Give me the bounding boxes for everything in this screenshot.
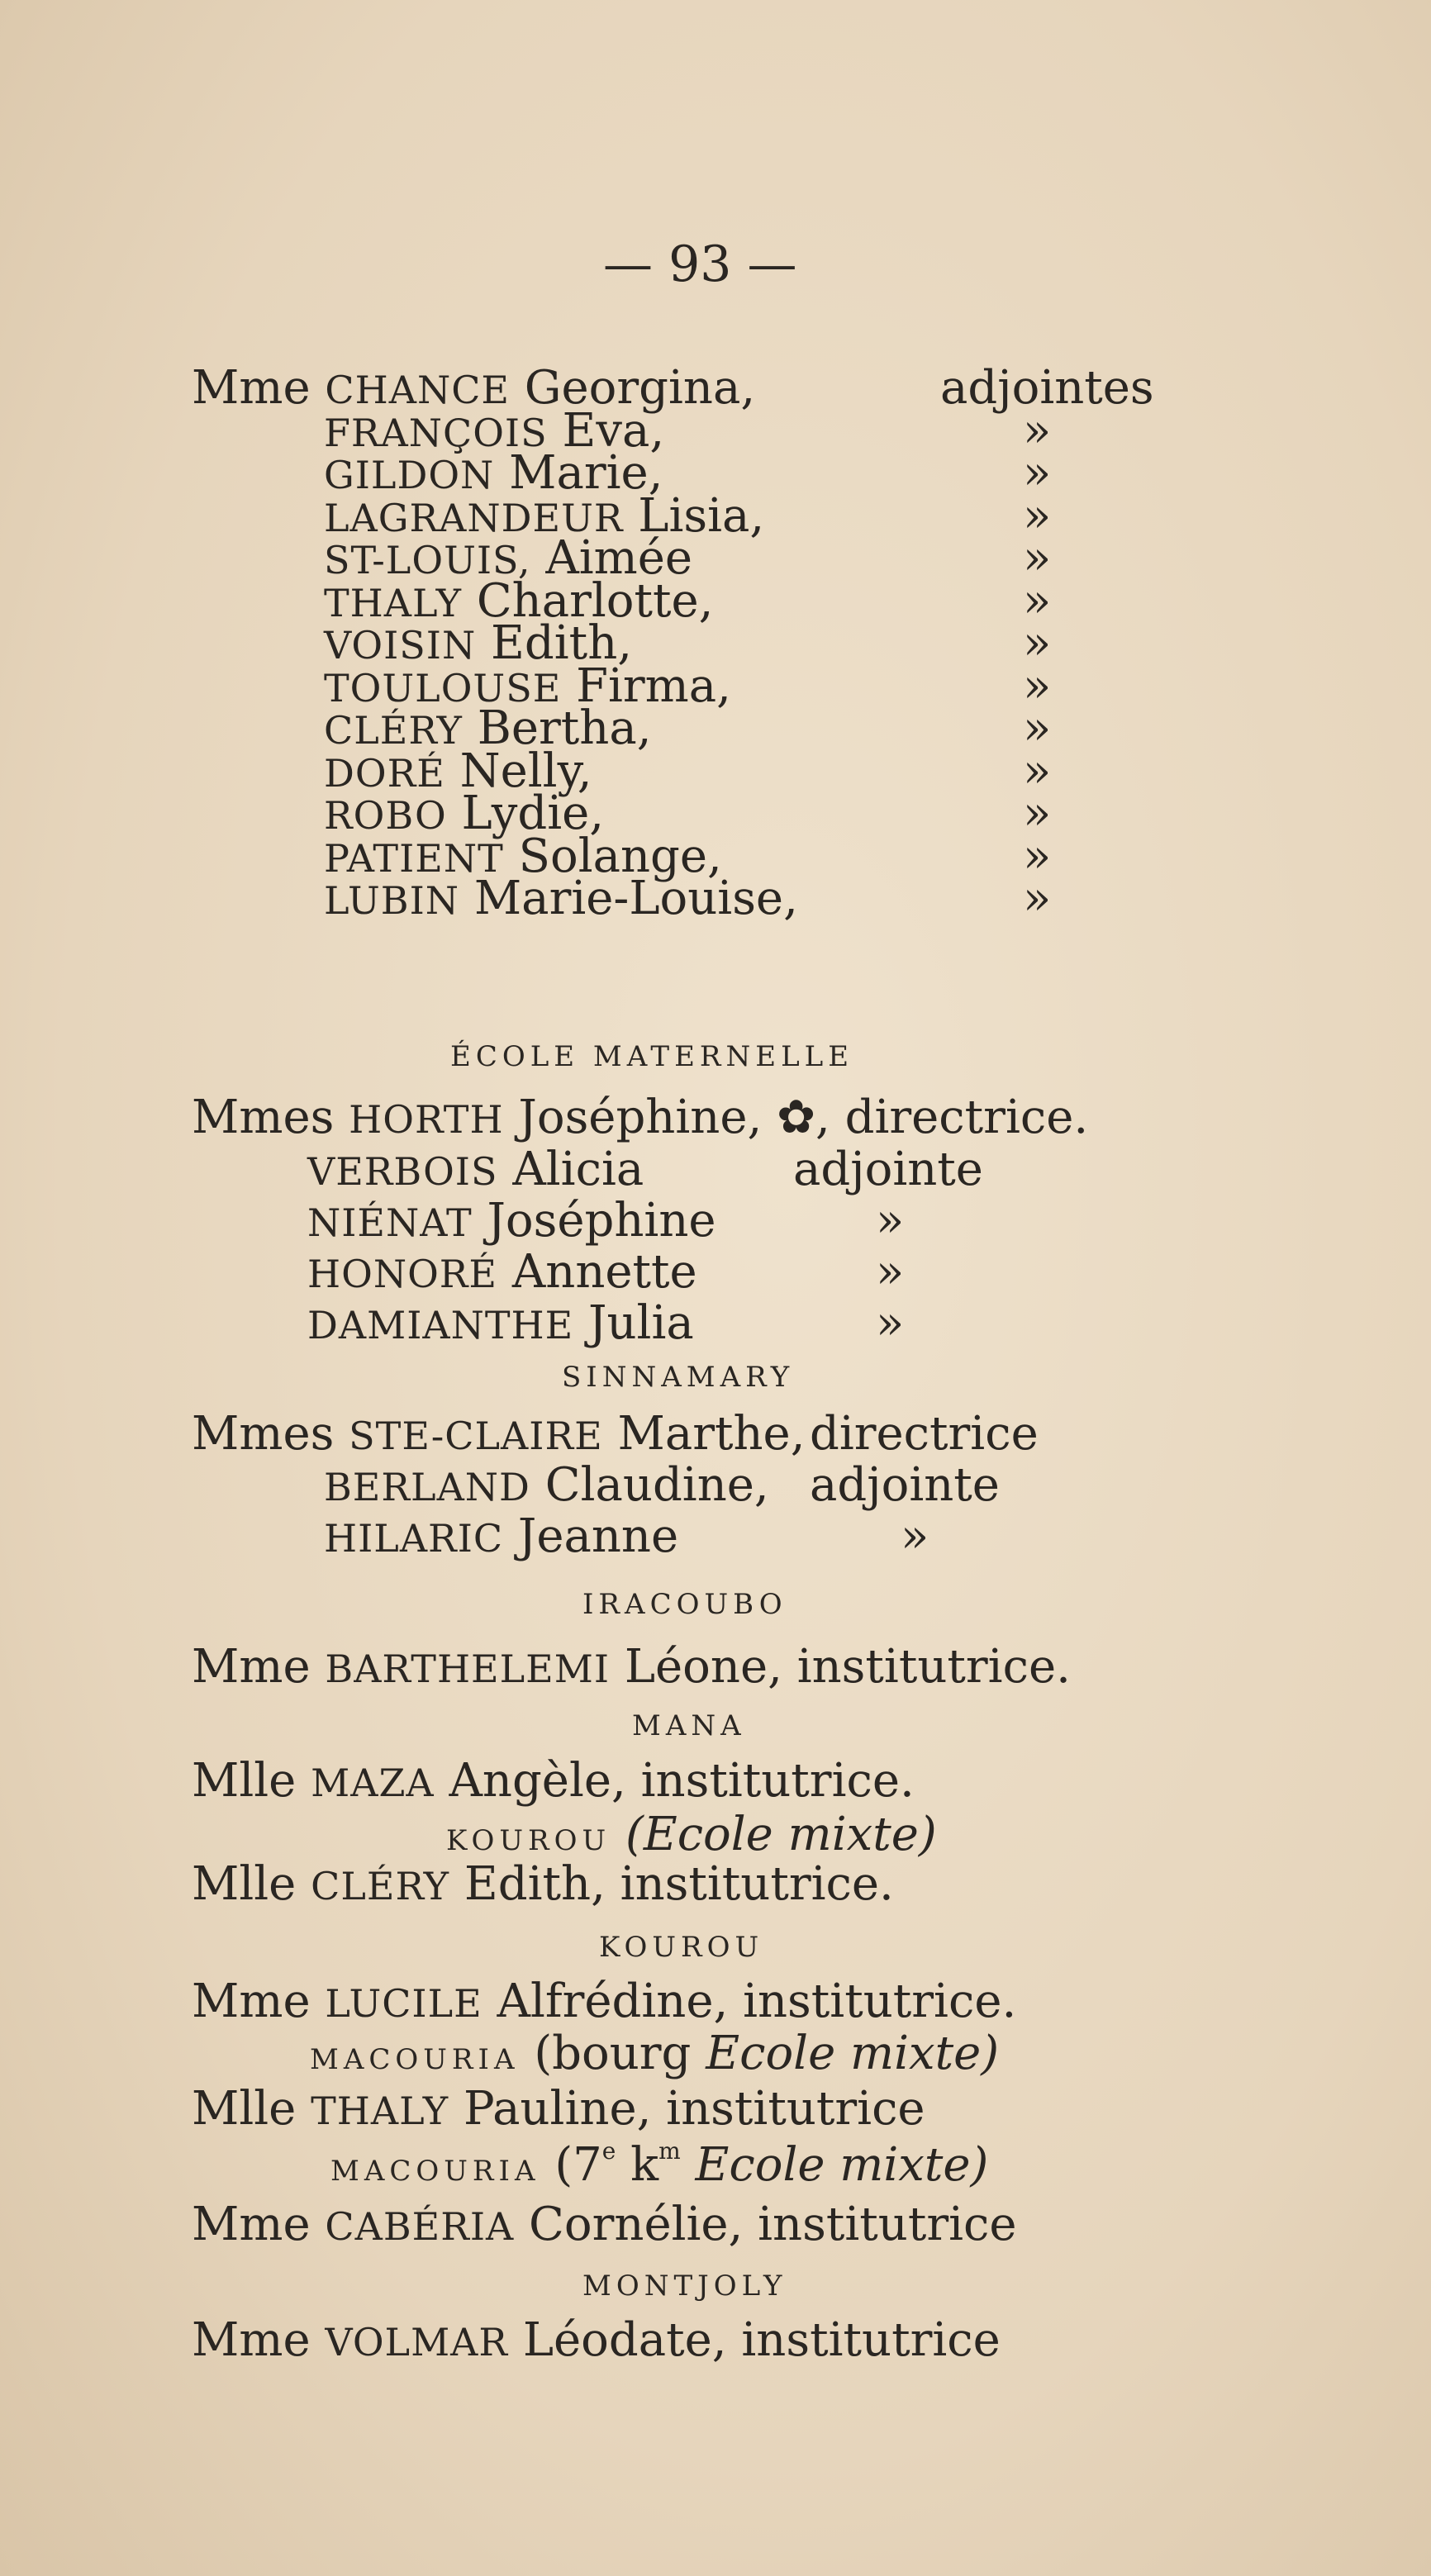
title-prefix: Mmes [192, 1091, 335, 1144]
surname: BERLAND [324, 1465, 530, 1509]
surname: LUCILE [325, 1981, 483, 2026]
role: » [876, 1296, 905, 1350]
given-name: Aimée [545, 531, 693, 585]
role: » [1023, 658, 1052, 713]
title-prefix: Mmes [192, 1407, 335, 1461]
teacher-row [307, 1245, 697, 1299]
section-heading-montjoly: MONTJOLY [582, 2269, 787, 2303]
place-name: MACOURIA [310, 2043, 520, 2076]
surname: ROBO [324, 793, 447, 838]
name-and-role: Edith, institutrice. [464, 1857, 894, 1911]
surname: VERBOIS [307, 1149, 498, 1194]
name-and-role: Angèle, institutrice. [449, 1754, 915, 1808]
place-name: MACOURIA [330, 2155, 540, 2188]
given-name: Bertha, [477, 701, 652, 755]
role: » [1023, 403, 1052, 458]
given-name: Annette [511, 1245, 697, 1299]
teacher-row [192, 361, 756, 415]
section-heading-mana: MANA [632, 1709, 746, 1742]
surname: STE-CLAIRE [349, 1414, 603, 1458]
title-prefix: Mme [192, 1640, 311, 1694]
note: (7e $k^m$ [554, 2137, 681, 2192]
role: directrice. [844, 1091, 1089, 1144]
role: » [1023, 701, 1052, 755]
given-name: Charlotte, [476, 573, 714, 628]
kourou-row [192, 1975, 1017, 2028]
surname: THALY [324, 580, 462, 625]
title-prefix: Mme [192, 2313, 311, 2367]
teacher-row [324, 1509, 679, 1563]
surname: CLÉRY [311, 1864, 450, 1908]
given-name: Jeanne [517, 1509, 679, 1563]
note: (bourg [534, 2027, 692, 2080]
teacher-row [324, 446, 663, 500]
title-prefix: Mme [192, 2198, 311, 2251]
title-prefix: Mme [192, 1975, 311, 2028]
surname: HORTH [349, 1097, 504, 1142]
macouria-7km-row [192, 2198, 1017, 2251]
teacher-row [324, 872, 798, 925]
surname: NIÉNAT [307, 1200, 473, 1245]
place-name: KOUROU [446, 1824, 611, 1857]
role: » [1023, 616, 1052, 670]
ecole-maternelle-directrice-row [192, 1091, 1089, 1144]
given-name: Solange, [518, 829, 722, 883]
name-and-role: Léodate, institutrice [522, 2313, 1001, 2367]
surname: LAGRANDEUR [324, 495, 624, 540]
role: adjointes [940, 361, 1154, 415]
given-name: Nelly, [459, 744, 592, 798]
section-heading-kourou-mixte [446, 1808, 937, 1861]
school-type: Ecole mixte) [695, 2138, 989, 2192]
section-heading-macouria-bourg [310, 2027, 1000, 2080]
role: » [1023, 829, 1052, 883]
role: adjointe [793, 1143, 983, 1196]
role: » [1023, 787, 1052, 840]
montjoly-row [192, 2313, 1001, 2367]
role: directrice [810, 1407, 1039, 1461]
surname: CABÉRIA [325, 2204, 515, 2249]
given-name: Marthe, [617, 1407, 806, 1461]
macouria-bourg-row [192, 2082, 925, 2136]
given-name: Claudine, [544, 1458, 769, 1512]
name-and-role: Cornélie, institutrice [529, 2198, 1017, 2251]
surname: TOULOUSE [324, 665, 562, 711]
school-type: (Ecole mixte) [625, 1808, 937, 1861]
role: » [1023, 573, 1052, 628]
mana-row [192, 1754, 915, 1808]
surname: MAZA [311, 1761, 435, 1805]
given-name: Edith, [491, 616, 633, 670]
surname: VOISIN [324, 623, 477, 668]
teacher-row [324, 1458, 769, 1512]
section-heading-iracoubo: IRACOUBO [582, 1588, 787, 1621]
given-name: Lydie, [461, 787, 605, 840]
surname: GILDON [324, 453, 495, 497]
surname: CHANCE [325, 368, 510, 412]
given-name: Joséphine, [518, 1091, 763, 1144]
given-name: Joséphine [487, 1194, 716, 1248]
title-prefix: Mme [192, 361, 311, 415]
given-name: Lisia, [638, 488, 765, 543]
surname: THALY [311, 2089, 449, 2133]
role: » [876, 1194, 905, 1248]
name-and-role: Alfrédine, institutrice. [497, 1975, 1017, 2028]
kourou-mixte-row [192, 1857, 894, 1911]
section-heading-ecole-maternelle: ÉCOLE MATERNELLE [450, 1040, 854, 1073]
name-and-role: Léone, institutrice. [624, 1640, 1071, 1694]
given-name: Marie, [509, 446, 663, 500]
teacher-row [192, 1407, 806, 1461]
teacher-row [307, 1194, 716, 1248]
section-heading-kourou: KOUROU [599, 1931, 764, 1964]
surname: BARTHELEMI [325, 1647, 611, 1691]
page-number: — 93 — [603, 235, 797, 293]
role: » [1023, 488, 1052, 543]
role: » [1023, 872, 1052, 925]
surname: LUBIN [324, 878, 460, 923]
surname: CLÉRY [324, 708, 463, 753]
section-heading-macouria-7km [330, 2137, 989, 2192]
school-type: Ecole mixte) [706, 2027, 1000, 2080]
surname: DORÉ [324, 750, 445, 796]
decoration-mark: ✿, [777, 1091, 830, 1144]
role: » [901, 1509, 929, 1563]
title-prefix: Mlle [192, 2082, 297, 2136]
section-heading-sinnamary: SINNAMARY [562, 1361, 795, 1394]
teacher-row [307, 1143, 644, 1196]
role: adjointe [810, 1458, 1000, 1512]
surname: DAMIANTHE [307, 1303, 574, 1347]
given-name: Alicia [512, 1143, 644, 1196]
surname: HONORÉ [307, 1252, 498, 1296]
title-prefix: Mlle [192, 1754, 297, 1808]
surname: HILARIC [324, 1516, 504, 1561]
teacher-row [307, 1296, 694, 1350]
role: » [1023, 744, 1052, 798]
surname: VOLMAR [325, 2320, 509, 2365]
role: » [876, 1245, 905, 1299]
surname: FRANÇOIS [324, 410, 548, 455]
name-and-role: Pauline, institutrice [463, 2082, 925, 2136]
surname: ST-LOUIS, [324, 538, 531, 582]
given-name: Firma, [576, 658, 731, 713]
given-name: Julia [588, 1296, 694, 1350]
given-name: Marie-Louise, [473, 872, 798, 925]
role: » [1023, 531, 1052, 585]
given-name: Eva, [562, 403, 665, 458]
title-prefix: Mlle [192, 1857, 297, 1911]
given-name: Georgina, [524, 361, 756, 415]
iracoubo-row [192, 1640, 1071, 1694]
surname: PATIENT [324, 835, 504, 881]
role: » [1023, 446, 1052, 500]
